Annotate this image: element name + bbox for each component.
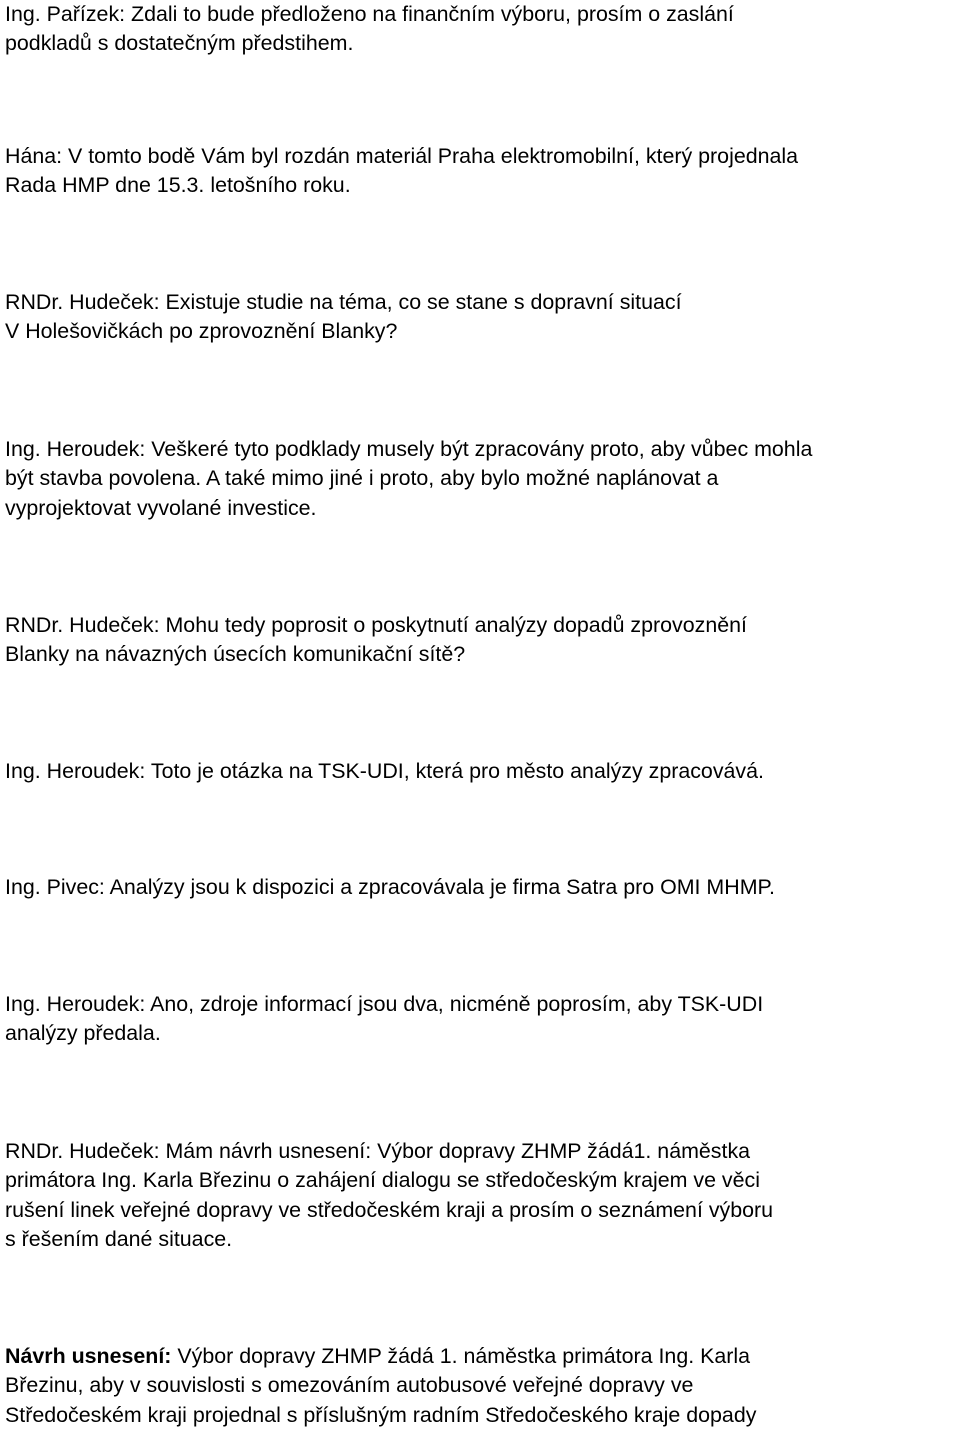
text-line: být stavba povolena. A také mimo jiné i proto, aby bylo možné naplánovat a <box>5 466 719 491</box>
text-line: s řešením dané situace. <box>5 1226 233 1251</box>
text-line: Ing. Heroudek: Toto je otázka na TSK-UDI, která pro město analýzy zpracovává. <box>5 759 764 783</box>
text-line: podkladů s dostatečným předstihem. <box>5 31 354 56</box>
text-line: vyprojektovat vyvolané investice. <box>5 495 317 520</box>
paragraph-heroudek-podklady <box>5 435 960 523</box>
paragraph-heroudek-zdroje <box>5 990 960 1049</box>
text-line: Hána: V tomto bodě Vám byl rozdán materiál Praha elektromobilní, který projednala <box>5 144 799 168</box>
text-line: RNDr. Hudeček: Existuje studie na téma, co se stane s dopravní situací <box>5 290 682 314</box>
paragraph-hudecek-studie-holesovicky <box>5 288 960 347</box>
resolution-proposal <box>5 1342 960 1430</box>
text-line: rušení linek veřejné dopravy ve středočeském kraji a prosím o seznámení výboru <box>5 1197 774 1222</box>
paragraph-parizek-financni-vybor <box>5 0 960 59</box>
paragraph-hudecek-analyza-dopadu <box>5 611 960 670</box>
text-line: Blanky na návazných úsecích komunikační sítě? <box>5 642 466 667</box>
text-line: primátora Ing. Karla Březinu o zahájení dialogu se středočeským krajem ve věci <box>5 1168 760 1193</box>
paragraph-hudecek-navrh-usneseni <box>5 1137 960 1254</box>
text-line: Ing. Pivec: Analýzy jsou k dispozici a zpracovávala je firma Satra pro OMI MHMP. <box>5 875 775 899</box>
resolution-first-line-text: Výbor dopravy ZHMP žádá 1. náměstka primátora Ing. Karla <box>171 1344 751 1368</box>
resolution-first-line <box>5 1342 960 1371</box>
text-line: Ing. Heroudek: Ano, zdroje informací jsou dva, nicméně poprosím, aby TSK-UDI <box>5 992 764 1016</box>
text-line: Březinu, aby v souvislosti s omezováním autobusové veřejné dopravy ve <box>5 1373 694 1398</box>
text-line: RNDr. Hudeček: Mám návrh usnesení: Výbor dopravy ZHMP žádá1. náměstka <box>5 1139 751 1163</box>
text-line: Ing. Pařízek: Zdali to bude předloženo na finančním výboru, prosím o zaslání <box>5 2 734 26</box>
text-line: V Holešovičkách po zprovoznění Blanky? <box>5 319 398 344</box>
text-line: analýzy předala. <box>5 1021 161 1046</box>
paragraph-heroudek-tsk-udi <box>5 757 960 786</box>
text-line: RNDr. Hudeček: Mohu tedy poprosit o poskytnutí analýzy dopadů zprovoznění <box>5 613 747 637</box>
text-line: Ing. Heroudek: Veškeré tyto podklady musely být zpracovány proto, aby vůbec mohla <box>5 437 813 461</box>
paragraph-hana-praha-elektromobilni <box>5 142 960 201</box>
text-line: Rada HMP dne 15.3. letošního roku. <box>5 173 351 198</box>
paragraph-pivec-analyzy <box>5 873 960 902</box>
resolution-label: Návrh usnesení: <box>5 1344 172 1368</box>
text-line: Středočeském kraji projednal s příslušným radním Středočeského kraje dopady <box>5 1402 757 1427</box>
